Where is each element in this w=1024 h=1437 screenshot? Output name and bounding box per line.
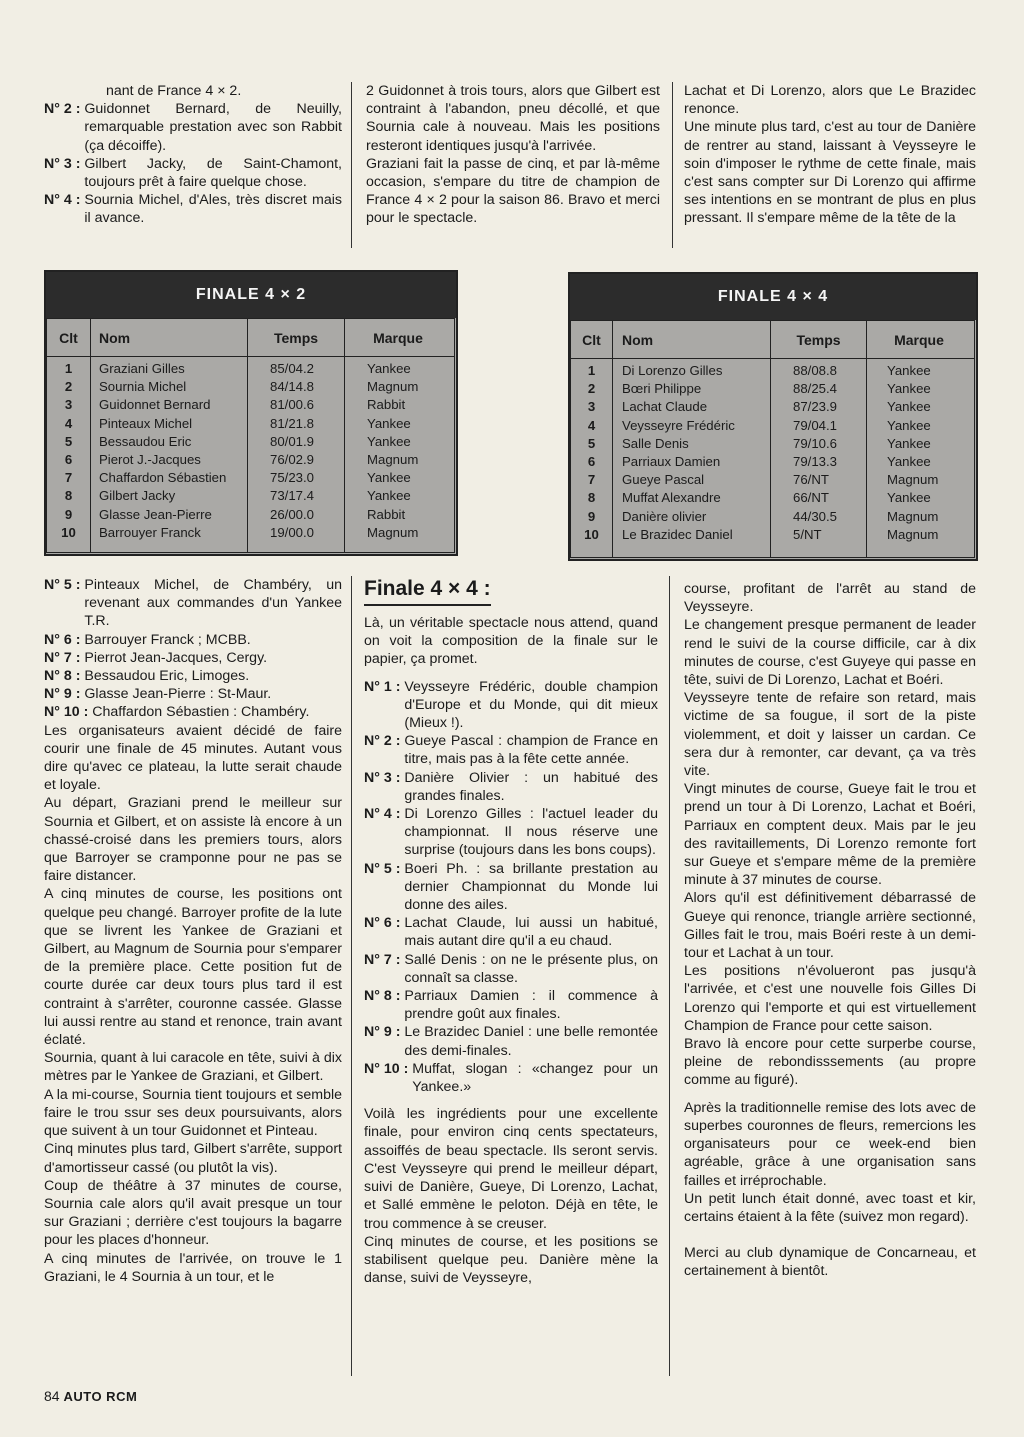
time-cell: 19/00.0: [270, 524, 314, 540]
header-marque: Marque: [373, 329, 423, 346]
rank-cell: 2: [587, 381, 596, 397]
top-entry-3: N° 3 : Gilbert Jacky, de Saint-Chamont, toujours prêt à faire quelque chose.: [44, 155, 342, 191]
rank-cell: 2: [64, 379, 73, 395]
name-cell: Gilbert Jacky: [99, 488, 176, 504]
header-temps: Temps: [248, 319, 345, 356]
brand-cell: Yankee: [367, 433, 411, 449]
finale-entry-6: N° 6 : Lachat Claude, lui aussi un habitué, mais autant dire qu'il a eu chaud.: [364, 915, 658, 950]
table-grid: [46, 318, 455, 553]
finale-entry-8: N° 8 : Parriaux Damien : il commence à prendre goût aux finales.: [364, 988, 658, 1023]
name-cell: Veysseyre Frédéric: [622, 417, 735, 433]
header-marque: Marque: [894, 331, 944, 348]
section-heading: Finale 4 × 4 :: [364, 576, 491, 606]
time-cell: 5/NT: [793, 526, 822, 542]
rank-cell: 7: [587, 472, 596, 488]
table-header: [571, 321, 974, 359]
name-cell: Pinteaux Michel: [99, 415, 193, 431]
table-grid: [570, 320, 975, 558]
brand-cell: Yankee: [887, 399, 931, 415]
bottom-entry-5: N° 5 : Pinteaux Michel, de Chambéry, un revenant aux commandes d'un Yankee T.R.: [44, 577, 342, 630]
header-nom: Nom: [91, 319, 248, 356]
time-cell: 88/25.4: [793, 381, 837, 397]
magazine-name: AUTO RCM: [63, 1389, 138, 1404]
paragraph: Au départ, Graziani prend le meilleur sur Sournia et Gilbert, et on assiste là encore à un chassé-croisé dans les premiers tours, alors que Barroyer se cramponne pour ne pas se faire distancer.: [44, 795, 342, 885]
paragraph: Cinq minutes de course, et les positions se stabilisent quelque peu. Danière mène la danse, suivi de Veysseyre,: [364, 1233, 658, 1287]
rank-cell: 9: [64, 506, 73, 522]
brand-cell: Rabbit: [367, 506, 406, 522]
paragraph: Graziani fait la passe de cinq, et par là-même occasion, s'empare du titre de champion de France 4 × 2 pour la saison 86. Bravo et merci pour le spectacle.: [366, 155, 660, 227]
name-cell: Pierot J.-Jacques: [99, 451, 201, 467]
paragraph: Un petit lunch était donné, avec toast et kir, certains étaient à la fête (suivez mon regard).: [684, 1190, 976, 1225]
finale-entry-10: N° 10 : Muffat, slogan : «changez pour un Yankee.»: [364, 1060, 658, 1096]
paragraph: Une minute plus tard, c'est au tour de Danière de rentrer au stand, laissant à Veysseyre le soin d'imposer le rythme de cette finale, mais c'est sans compter sur Di Lorenzo qui affirme ses intentions en se montrant de plus en plus pressant. Il s'empare même de la tête de la: [684, 119, 976, 227]
top-column-3: [684, 82, 976, 228]
paragraph: Là, un véritable spectacle nous attend, quand on voit la composition de la finale sur le papier, ça promet.: [364, 615, 658, 668]
brand-cell: Rabbit: [367, 397, 406, 413]
finale-entry-3: N° 3 : Danière Olivier : un habitué des grandes finales.: [364, 769, 658, 804]
rank-cell: 1: [64, 361, 73, 376]
time-cell: 66/NT: [793, 490, 829, 506]
column-temps: [248, 357, 345, 552]
table-title: FINALE 4 × 4: [570, 274, 976, 320]
time-cell: 80/01.9: [270, 433, 314, 449]
name-cell: Lachat Claude: [622, 399, 708, 415]
paragraph: Vingt minutes de course, Gueye fait le trou et prend un tour à Di Lorenzo, Lachat et Boéri, Parriaux en comptent deux. Mais par le jeu des ravitaillements, Di Lorenzo remonte fort sur Gueye et s'empare même de la première minute à 37 minutes de course.: [684, 781, 976, 889]
paragraph: A la mi-course, Sournia tient toujours et semble faire le trou ssur ses deux poursuivants, alors que suivent à un tour Guidonnet et Pinteau.: [44, 1086, 342, 1140]
name-cell: Guidonnet Bernard: [99, 397, 211, 413]
column-clt: [47, 357, 91, 552]
paragraph: A cinq minutes de course, les positions ont quelque peu changé. Barroyer profite de la lute que se livrent les Yankee de Graziani et Gilbert, au Magnum de Sournia pour s'emparer de la première place. Cette position fut de courte durée car deux tours plus tard il est contraint à s'arrêter, couronne cassée. Glasse lui aussi rentre au stand et renonce, train avant éclaté.: [44, 886, 342, 1049]
time-cell: 76/02.9: [270, 451, 314, 467]
time-cell: 88/08.8: [793, 363, 837, 378]
rank-cell: 6: [64, 451, 73, 467]
paragraph: Voilà les ingrédients pour une excellente finale, pour environ cinq cents spectateurs, assoiffés de beau spectacle. Ils seront servis. C'est Veysseyre qui prend le meilleur départ, suivi de Danière, Gueye, Di Lorenzo, Lachat, et Sallé emmène le peloton. Déjà en tête, le trou commence à se creuser.: [364, 1106, 658, 1232]
brand-cell: Yankee: [887, 490, 931, 506]
rank-cell: 3: [64, 397, 73, 413]
rank-cell: 5: [64, 433, 73, 449]
name-cell: Muffat Alexandre: [622, 490, 721, 506]
paragraph: Veysseyre tente de refaire son retard, mais victime de sa fougue, il sort de la piste violemment, et doit y laisser un cardan. Ce sera dur à remonter, car devant, ça va très vite.: [684, 690, 976, 780]
rank-cell: 1: [587, 363, 596, 378]
name-cell: Bœri Philippe: [622, 381, 702, 397]
time-cell: 79/10.6: [793, 435, 837, 451]
rank-cell: 8: [587, 490, 596, 506]
brand-cell: Yankee: [367, 488, 411, 504]
finale-entry-4: N° 4 : Di Lorenzo Gilles : l'actuel leader du championnat. Il nous réserve une surprise (toujours dans les bons coups).: [364, 806, 658, 859]
finale-entry-7: N° 7 : Sallé Denis : on ne le présente plus, on connaît sa classe.: [364, 951, 658, 986]
name-cell: Parriaux Damien: [622, 453, 721, 469]
page-number: 84: [44, 1388, 60, 1404]
brand-cell: Yankee: [887, 453, 931, 469]
time-cell: 76/NT: [793, 472, 829, 488]
brand-cell: Yankee: [887, 417, 931, 433]
column-rule: [669, 576, 670, 1376]
name-cell: Le Brazidec Daniel: [622, 526, 733, 542]
brand-cell: Yankee: [887, 435, 931, 451]
top-col1-lead: nant de France 4 × 2.: [106, 83, 242, 99]
time-cell: 85/04.2: [270, 361, 314, 376]
brand-cell: Magnum: [887, 472, 939, 488]
rank-cell: 4: [587, 417, 596, 433]
rank-cell: 10: [584, 526, 599, 542]
results-table-4x4: [568, 272, 978, 561]
paragraph: Coup de théâtre à 37 minutes de course, Sournia cale alors qu'il avait presque un tour sur Graziani ; derrière c'est toujours la bagarre pour les places d'honneur.: [44, 1177, 342, 1249]
name-cell: Sournia Michel: [99, 379, 187, 395]
rank-cell: 3: [587, 399, 596, 415]
paragraph: Cinq minutes plus tard, Gilbert s'arrête, support d'amortisseur cassé (ou plutôt la vis).: [44, 1141, 342, 1176]
bottom-entry-10: N° 10 : Chaffardon Sébastien : Chambéry.: [44, 704, 310, 721]
column-nom: [613, 359, 771, 557]
brand-cell: Magnum: [367, 524, 419, 540]
header-nom: Nom: [613, 321, 771, 358]
column-nom: [91, 357, 248, 552]
rank-cell: 9: [587, 508, 596, 524]
column-clt: [571, 359, 613, 557]
time-cell: 73/17.4: [270, 488, 314, 504]
name-cell: Graziani Gilles: [99, 361, 185, 376]
time-cell: 79/13.3: [793, 453, 837, 469]
header-temps: Temps: [771, 321, 867, 358]
page-footer: [44, 1388, 137, 1404]
top-entry-2: N° 2 : Guidonnet Bernard, de Neuilly, remarquable prestation avec son Rabbit (ça décoiffe).: [44, 101, 342, 154]
spacer: [684, 1090, 976, 1099]
brand-cell: Yankee: [887, 363, 931, 378]
header-clt: Clt: [571, 321, 613, 358]
top-column-2: [366, 82, 660, 228]
brand-cell: Yankee: [367, 361, 411, 376]
rank-cell: 8: [64, 488, 73, 504]
brand-cell: Yankee: [367, 470, 411, 486]
time-cell: 44/30.5: [793, 508, 837, 524]
results-table-4x2: [44, 270, 458, 556]
paragraph: Bravo là encore pour cette surperbe course, pleine de rebondisssements (au propre comme au figuré).: [684, 1036, 976, 1089]
brand-cell: Magnum: [887, 508, 939, 524]
bottom-entry-6: N° 6 : Barrouyer Franck ; MCBB.: [44, 631, 251, 648]
paragraph: Sournia, quant à lui caracole en tête, suivi à dix mètres par le Yankee de Graziani, et Gilbert.: [44, 1050, 342, 1085]
time-cell: 26/00.0: [270, 506, 314, 522]
time-cell: 84/14.8: [270, 379, 314, 395]
time-cell: 81/21.8: [270, 415, 314, 431]
time-cell: 87/23.9: [793, 399, 837, 415]
spacer: [684, 1226, 976, 1244]
column-marque: [867, 359, 971, 557]
brand-cell: Yankee: [367, 415, 411, 431]
time-cell: 75/23.0: [270, 470, 314, 486]
spacer: [364, 669, 658, 678]
time-cell: 81/00.6: [270, 397, 314, 413]
paragraph: 2 Guidonnet à trois tours, alors que Gilbert est contraint à l'abandon, pneu décollé, et que Sournia cale à nouveau. Mais les positions resteront identiques jusqu'à l'arrivée.: [366, 83, 660, 154]
rank-cell: 7: [64, 470, 73, 486]
paragraph: Le changement presque permanent de leader rend le suivi de la course difficile, car à dix minutes de course, c'est Guyeye qui passe en tête, suivi de Di Lorenzo, Lachat et Boéri.: [684, 617, 976, 689]
name-cell: Gueye Pascal: [622, 472, 705, 488]
closing-paragraph: Merci au club dynamique de Concarneau, et certainement à bientôt.: [684, 1245, 976, 1280]
header-clt: Clt: [47, 319, 91, 356]
rank-cell: 10: [61, 524, 76, 540]
table-body: [47, 357, 454, 552]
name-cell: Barrouyer Franck: [99, 524, 201, 540]
paragraph: Alors qu'il est définitivement débarrassé de Gueye qui renonce, triangle arrière sectionné, Gilles fait le trou, mais Boéri reste à un demi-tour et Lachat à un tour.: [684, 890, 976, 962]
brand-cell: Magnum: [367, 379, 419, 395]
column-rule: [351, 576, 352, 1376]
column-marque: [345, 357, 451, 552]
finale-entry-2: N° 2 : Gueye Pascal : champion de France en titre, mais pas à la fête cette année.: [364, 733, 658, 768]
rank-cell: 5: [587, 435, 596, 451]
paragraph: course, profitant de l'arrêt au stand de Veysseyre.: [684, 581, 976, 616]
paragraph: Après la traditionnelle remise des lots avec de superbes couronnes de fleurs, remercions les organisateurs pour ce week-end bien agréable, grâce à une organisation sans failles et irréprochable.: [684, 1099, 976, 1189]
bottom-column-1: [44, 576, 342, 1286]
rank-cell: 6: [587, 453, 596, 469]
time-cell: 79/04.1: [793, 417, 837, 433]
finale-entry-9: N° 9 : Le Brazidec Daniel : une belle remontée des demi-finales.: [364, 1024, 658, 1059]
top-column-1: [44, 82, 342, 228]
column-rule: [351, 82, 352, 248]
name-cell: Danière olivier: [622, 508, 707, 524]
column-rule: [672, 82, 673, 248]
name-cell: Bessaudou Eric: [99, 433, 192, 449]
table-title: FINALE 4 × 2: [46, 272, 456, 318]
name-cell: Glasse Jean-Pierre: [99, 506, 212, 522]
bottom-entry-8: N° 8 : Bessaudou Eric, Limoges.: [44, 668, 250, 685]
name-cell: Salle Denis: [622, 435, 689, 451]
paragraph: Les organisateurs avaient décidé de faire courir une finale de 45 minutes. Autant vous dire qu'avec ce plateau, la lutte serait chaude et loyale.: [44, 722, 342, 794]
table-header: [47, 319, 454, 357]
finale-entry-1: N° 1 : Veysseyre Frédéric, double champion d'Europe et du Monde, qui dit mieux (Mieux !).: [364, 678, 658, 732]
paragraph: A cinq minutes de l'arrivée, on trouve le 1 Graziani, le 4 Sournia à un tour, et le: [44, 1250, 342, 1285]
bottom-entry-7: N° 7 : Pierrot Jean-Jacques, Cergy.: [44, 649, 268, 666]
rank-cell: 4: [64, 415, 73, 431]
brand-cell: Magnum: [887, 526, 939, 542]
bottom-column-3: [684, 580, 976, 1281]
brand-cell: Yankee: [887, 381, 931, 397]
column-temps: [771, 359, 867, 557]
spacer: [364, 1096, 658, 1105]
top-entry-4: N° 4 : Sournia Michel, d'Ales, très discret mais il avance.: [44, 192, 342, 227]
name-cell: Di Lorenzo Gilles: [622, 363, 723, 378]
table-body: [571, 359, 974, 557]
paragraph: Les positions n'évolueront pas jusqu'à l'arrivée, et c'est une nouvelle fois Gilles Di Lorenzo qui l'emporte et qui est virtuellement Champion de France pour cette saison.: [684, 963, 976, 1034]
finale-entry-5: N° 5 : Boeri Ph. : sa brillante prestation au dernier Championnat du Monde lui donne des ailes.: [364, 860, 658, 914]
bottom-entry-9: N° 9 : Glasse Jean-Pierre : St-Maur.: [44, 686, 272, 703]
paragraph: Lachat et Di Lorenzo, alors que Le Brazidec renonce.: [684, 83, 976, 118]
bottom-column-2: [364, 576, 658, 1287]
name-cell: Chaffardon Sébastien: [99, 470, 227, 486]
brand-cell: Magnum: [367, 451, 419, 467]
